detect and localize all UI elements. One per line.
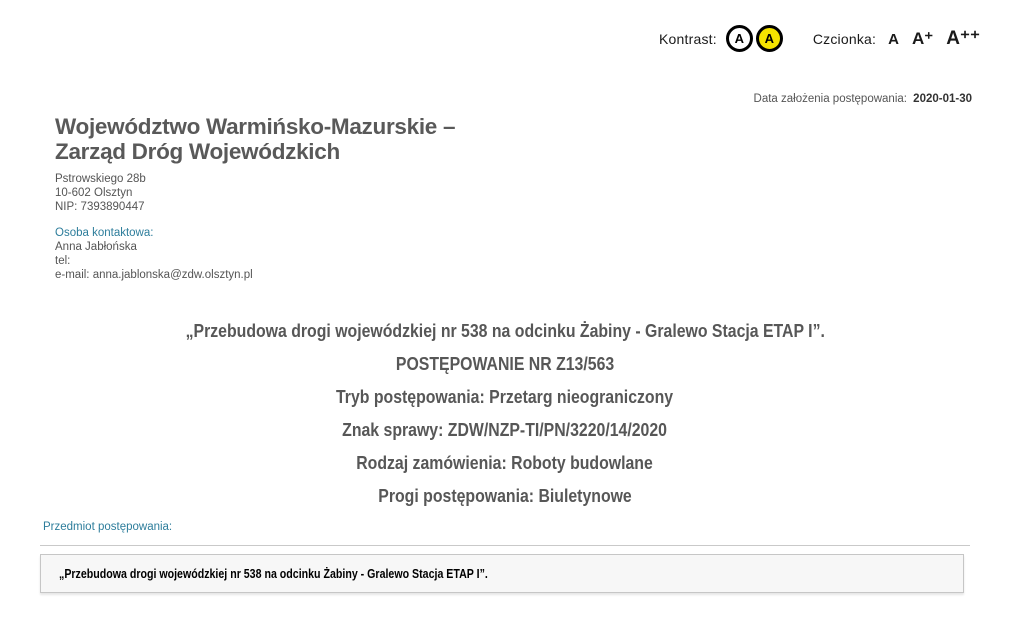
organization-name-line1: Województwo Warmińsko-Mazurskie – [55, 114, 456, 139]
contact-email: e-mail: anna.jablonska@zdw.olsztyn.pl [55, 269, 253, 281]
address-street: Pstrowskiego 28b [55, 173, 146, 185]
proceeding-case-ref: Znak sprawy: ZDW/NZP-TI/PN/3220/14/2020 [342, 420, 668, 440]
contrast-high-button[interactable] [756, 25, 783, 52]
contact-person-label: Osoba kontaktowa: [55, 227, 154, 239]
font-size-largest-button[interactable]: A⁺⁺ [946, 28, 980, 49]
contact-block [55, 226, 615, 282]
organization-name-line2: Zarząd Dróg Wojewódzkich [55, 139, 340, 164]
proceeding-title: „Przebudowa drogi wojewódzkiej nr 538 na odcinku Żabiny - Gralewo Stacja ETAP I”. [185, 321, 825, 341]
proceeding-order-type: Rodzaj zamówienia: Roboty budowlane [356, 453, 654, 473]
subject-text: „Przebudowa drogi wojewódzkiej nr 538 na odcinku Żabiny - Gralewo Stacja ETAP I”. [59, 566, 488, 581]
organization-block [55, 114, 615, 282]
contact-phone: tel: [55, 255, 71, 267]
accessibility-bar [659, 25, 980, 52]
contrast-buttons [726, 25, 783, 52]
organization-nip: NIP: 7393890447 [55, 201, 145, 213]
contact-person-name: Anna Jabłońska [55, 241, 137, 253]
font-size-normal-button[interactable]: A [888, 31, 899, 48]
organization-name [55, 114, 615, 164]
section-divider [40, 545, 970, 546]
organization-address [55, 172, 615, 214]
subject-box [40, 554, 964, 593]
creation-date-value: 2020-01-30 [913, 93, 972, 105]
address-city: 10-602 Olsztyn [55, 187, 133, 199]
proceeding-thresholds: Progi postępowania: Biuletynowe [378, 486, 632, 506]
proceeding-mode: Tryb postępowania: Przetarg nieograniczony [336, 387, 674, 407]
contrast-label: Kontrast: [659, 30, 717, 47]
proceeding-headings [40, 321, 970, 519]
proceeding-number: POSTĘPOWANIE NR Z13/563 [395, 354, 615, 374]
font-size-buttons [888, 29, 980, 48]
contrast-normal-button[interactable] [726, 25, 753, 52]
creation-date-label: Data założenia postępowania: [753, 93, 907, 105]
subject-section-label: Przedmiot postępowania: [43, 521, 173, 533]
contrast-normal-icon: A [734, 31, 745, 46]
creation-date [754, 93, 972, 105]
contrast-high-icon: A [764, 31, 775, 46]
font-size-label: Czcionka: [812, 30, 877, 47]
font-size-larger-button[interactable]: A⁺ [911, 29, 934, 48]
